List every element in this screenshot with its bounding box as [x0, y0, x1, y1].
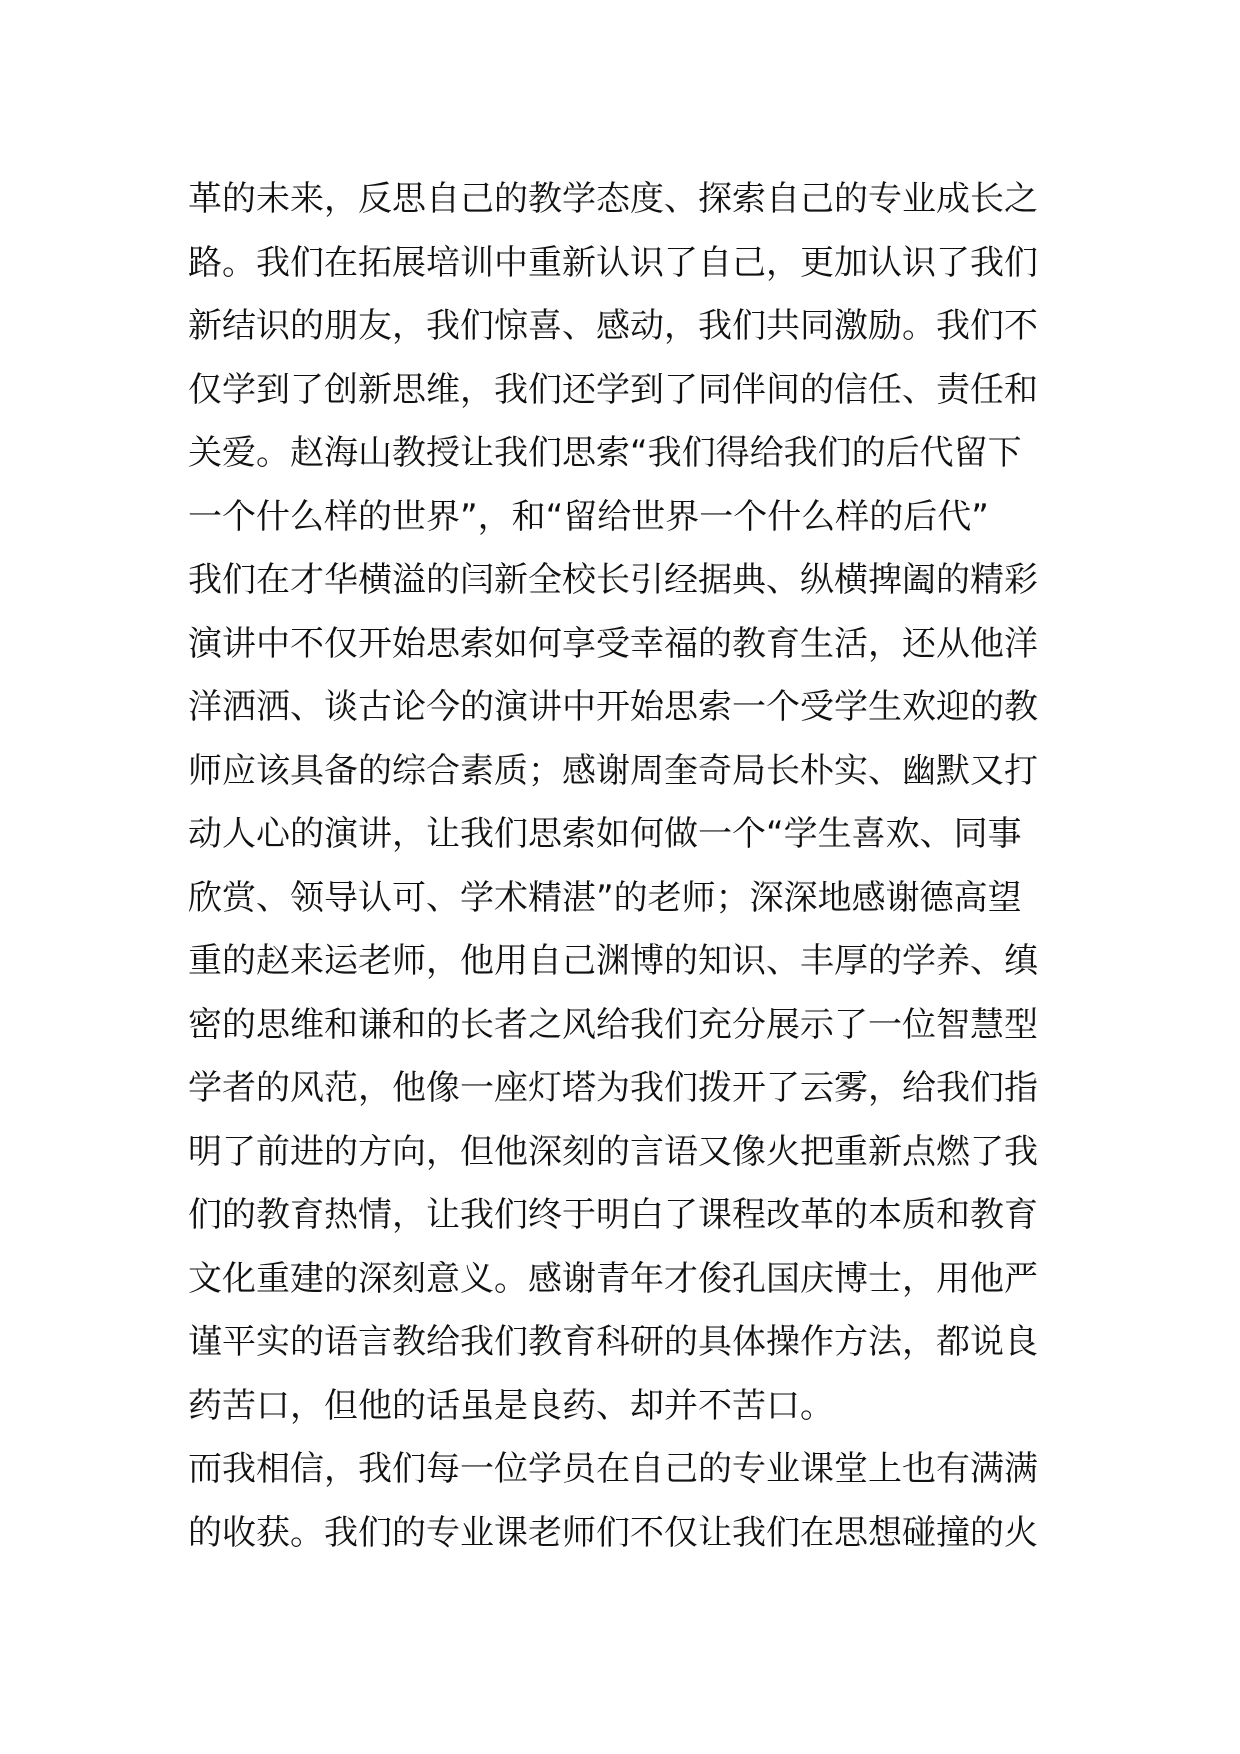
text-line: 仅学到了创新思维，我们还学到了同伴间的信任、责任和: [188, 369, 1038, 410]
text-line: 动人心的演讲，让我们思索如何做一个“学生喜欢、同事: [188, 814, 1022, 854]
text-line: 革的未来，反思自己的教学态度、探索自己的专业成长之: [188, 179, 1038, 219]
text-line: 学者的风范，他像一座灯塔为我们拨开了云雾，给我们指: [188, 1068, 1038, 1108]
text-line: 谨平实的语言教给我们教育科研的具体操作方法，都说良: [188, 1322, 1038, 1362]
text-line: 关爱。赵海山教授让我们思索“我们得给我们的后代留下: [188, 433, 1022, 473]
text-line: 师应该具备的综合素质；感谢周奎奇局长朴实、幽默又打: [188, 750, 1038, 791]
text-line: 的收获。我们的专业课老师们不仅让我们在思想碰撞的火: [188, 1512, 1038, 1553]
text-line: 我们在才华横溢的闫新全校长引经据典、纵横捭阖的精彩: [188, 560, 1038, 600]
text-line: 文化重建的深刻意义。感谢青年才俊孔国庆博士，用他严: [188, 1258, 1038, 1299]
text-line: 演讲中不仅开始思索如何享受幸福的教育生活，还从他洋: [188, 623, 1038, 664]
text-line: 明了前进的方向，但他深刻的言语又像火把重新点燃了我: [188, 1131, 1038, 1172]
text-line: 欣赏、领导认可、学术精湛”的老师；深深地感谢德高望: [188, 877, 1022, 918]
text-line: 重的赵来运老师，他用自己渊博的知识、丰厚的学养、缜: [188, 941, 1038, 981]
text-line: 新结识的朋友，我们惊喜、感动，我们共同激励。我们不: [188, 306, 1038, 346]
text-line: 洋洒洒、谈古论今的演讲中开始思索一个受学生欢迎的教: [188, 687, 1038, 727]
text-line: 们的教育热情，让我们终于明白了课程改革的本质和教育: [188, 1195, 1038, 1235]
text-line: 密的思维和谦和的长者之风给我们充分展示了一位智慧型: [188, 1004, 1038, 1045]
text-line: 路。我们在拓展培训中重新认识了自己，更加认识了我们: [188, 242, 1038, 283]
text-line: 药苦口，但他的话虽是良药、却并不苦口。: [188, 1385, 834, 1426]
body-text: [188, 168, 1068, 1565]
text-line: 一个什么样的世界”，和“留给世界一个什么样的后代”: [188, 496, 989, 537]
text-line: 而我相信，我们每一位学员在自己的专业课堂上也有满满: [188, 1449, 1038, 1489]
